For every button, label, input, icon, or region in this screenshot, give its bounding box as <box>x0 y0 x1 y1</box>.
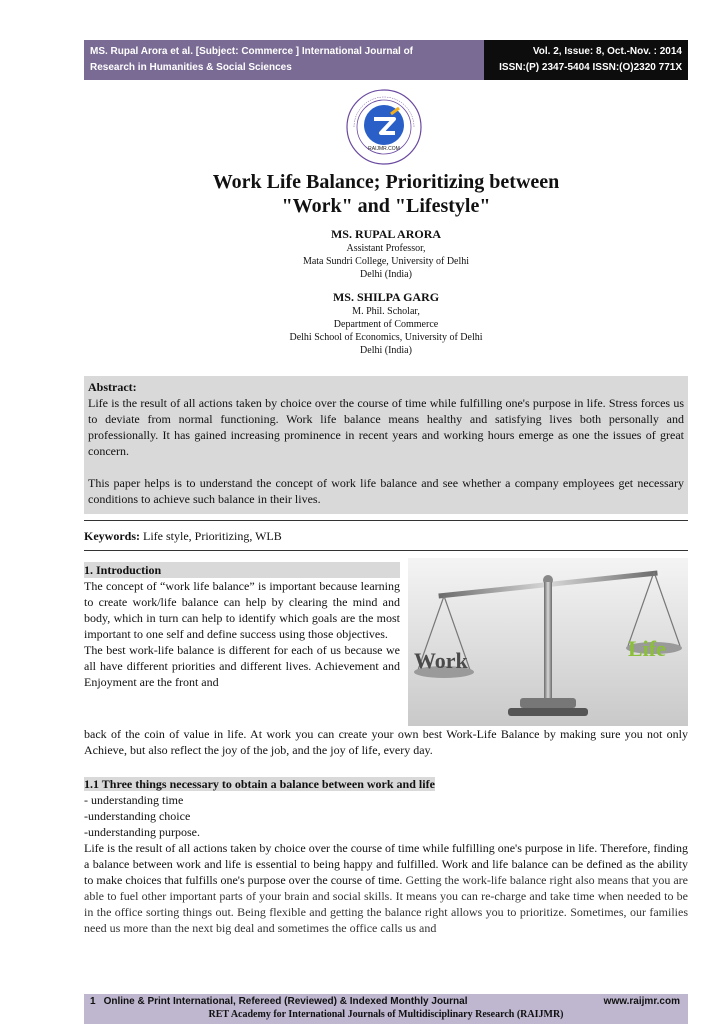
paragraph-part-a: Life is the result of all actions taken by choice over the course of time while fulfilling one's purpose in life. Therefore, finding a balance between work and life is essential to being happy and fulfilled. Work and life balance can be defined as the ability to make choices that fulfills one's purpose over the course of time. <box>84 841 688 887</box>
list-item: -understanding choice <box>84 809 191 823</box>
paper-title <box>84 170 688 218</box>
journal-logo-seal <box>345 88 423 166</box>
abstract-paragraph-1: Life is the result of all actions taken by choice over the course of time while fulfilling one's purpose in life. Stress forces us to deviate from normal functioning. Work life balance means healthy and satisfying lives both personally and professionally. It has gained increasing prominence in recent years and working hours emerge as one the issues of great concern. <box>88 396 684 458</box>
header-right-line2: ISSN:(P) 2347-5404 ISSN:(O)2320 771X <box>499 62 682 73</box>
page-footer <box>84 994 688 1024</box>
logo-text: RAIJMR.COM <box>368 146 400 152</box>
header-right-line1: Vol. 2, Issue: 8, Oct.-Nov. : 2014 <box>532 46 682 57</box>
paragraph-part-b: Getting the work-life balance right also means that you are able to fuel other important parts of your brain and social skills. It means you can re-charge and take time when needed to be in the office sorting things out. Being flexible and getting the balance right allows you to prioritize. Sometimes, our families need us more than the next big deal and sometimes the office calls us and <box>84 873 688 935</box>
abstract-paragraph-2: This paper helps is to understand the concept of work life balance and see whether a company employees get necessary conditions to achieve such balance in their lives. <box>88 476 684 506</box>
author-affiliation: Assistant Professor, <box>346 243 426 254</box>
keywords-text: Life style, Prioritizing, WLB <box>140 529 282 543</box>
author-affiliation: Delhi School of Economics, University of Delhi <box>289 332 483 343</box>
section-heading: 1. Introduction <box>84 562 400 578</box>
intro-paragraph-2: The best work-life balance is different for each of us because we all have different priorities and different lives. Achievement and Enjoyment are the front and <box>84 643 400 689</box>
header-journal-info <box>84 40 484 80</box>
intro-paragraph-1: The concept of “work life balance” is important because learning to create work/life balance can help by clearing the mind and body, which in turn can help to identify which goals are the most important to one self and define success using those objectives. <box>84 579 400 641</box>
introduction-section <box>84 562 400 690</box>
header-left-line1: MS. Rupal Arora et al. [Subject: Commerce ] International Journal of <box>90 46 414 57</box>
footer-journal-text: Online & Print International, Refereed (Reviewed) & Indexed Monthly Journal <box>103 996 468 1007</box>
title-line1: Work Life Balance; Prioritizing between <box>212 171 560 193</box>
header-issue-info <box>484 40 688 80</box>
keywords-line <box>84 528 688 544</box>
section-1-1 <box>84 776 688 936</box>
footer-line2: RET Academy for International Journals of Multidisciplinary Research (RAIJMR) <box>208 1009 564 1020</box>
section-heading: 1.1 Three things necessary to obtain a balance between work and life <box>84 777 435 791</box>
author-name: MS. RUPAL ARORA <box>330 227 442 241</box>
footer-website-link[interactable]: www.raijmr.com <box>603 996 680 1007</box>
section-paragraph <box>84 840 688 936</box>
list-item: -understanding purpose. <box>84 825 200 839</box>
author-affiliation: Mata Sundri College, University of Delhi <box>302 256 470 267</box>
divider <box>84 520 688 521</box>
figure-label-life: Life <box>628 636 666 661</box>
author-affiliation: M. Phil. Scholar, <box>352 306 420 317</box>
list-item: - understanding time <box>84 793 184 807</box>
author-2 <box>84 289 688 357</box>
abstract-box <box>84 376 688 514</box>
author-affiliation: Department of Commerce <box>333 319 439 330</box>
author-affiliation: Delhi (India) <box>360 269 412 280</box>
author-1 <box>84 226 688 281</box>
header-left-line2: Research in Humanities & Social Sciences <box>90 62 292 73</box>
keywords-label: Keywords: <box>84 529 140 543</box>
author-affiliation: Delhi (India) <box>360 345 412 356</box>
author-name: MS. SHILPA GARG <box>332 290 440 304</box>
title-line2: "Work" and "Lifestyle" <box>281 195 491 217</box>
abstract-label: Abstract: <box>88 380 137 394</box>
page-header <box>84 40 688 80</box>
figure-label-work: Work <box>414 648 468 673</box>
intro-paragraph-continued: back of the coin of value in life. At work you can create your own best Work-Life Balance by making sure you not only Achieve, but also reflect the joy of the job, and the joy of life, every day. <box>84 727 688 757</box>
authors-block <box>84 226 688 365</box>
page-number: 1 <box>90 996 96 1007</box>
footer-line1 <box>90 996 468 1007</box>
divider <box>84 550 688 551</box>
work-life-balance-scale-figure <box>408 558 688 726</box>
